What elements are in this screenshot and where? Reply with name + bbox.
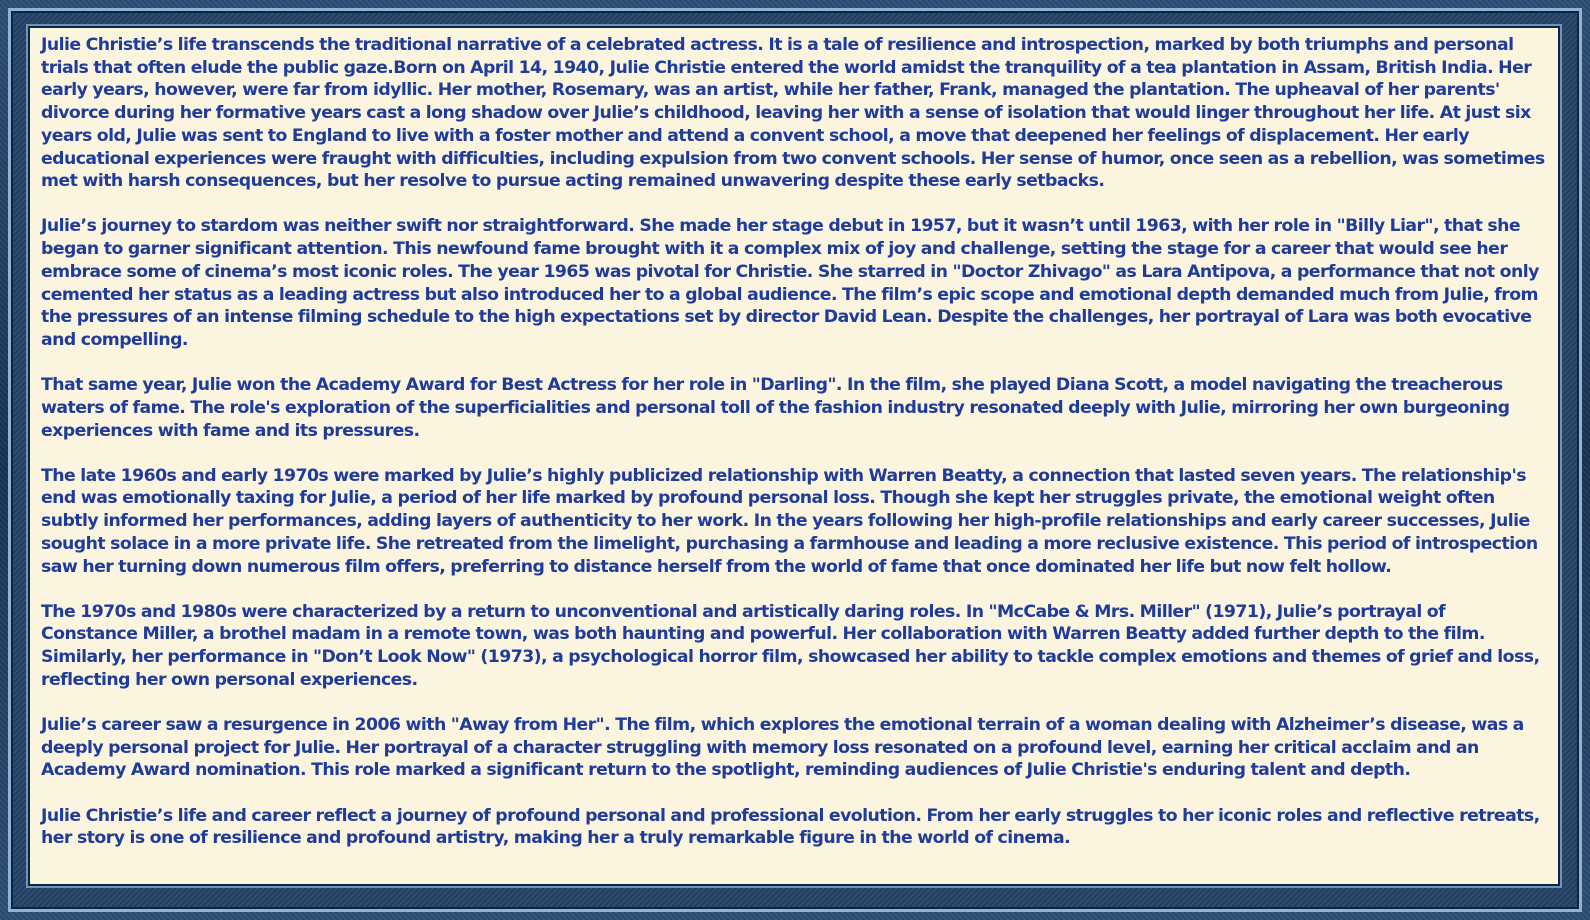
paragraph-rise-to-stardom: Julie’s journey to stardom was neither swift nor straightforward. She made her stage debut in 1957, but it wasn’t until 1963, with her role in "Billy Liar", that she began to garner significant attention. This newfound fame brought with it a complex mix of joy and challenge, setting the stage for a career that would see her embrace some of cinema’s most iconic roles. The year 1965 was pivotal for Christie. She starred in "Doctor Zhivago" as Lara Antipova, a performance that not only cemented her status as a leading actress but also introduced her to a global audience. The film’s epic scope and emotional depth demanded much from Julie, from the pressures of an intense filming schedule to the high expectations set by director David Lean. Despite the challenges, her portrayal of Lara was both evocative and compelling. [41,216,1539,350]
paragraph-academy-award: That same year, Julie won the Academy Award for Best Actress for her role in "Darling". In the film, she played Diana Scott, a model navigating the treacherous waters of fame. The role's exploration of the superficialities and personal toll of the fashion industry resonated deeply with Julie, mirroring her own burgeoning experiences with fame and its pressures. [41,375,1510,441]
paragraph-early-life: Julie Christie’s life transcends the traditional narrative of a celebrated actress. It is a tale of resilience and introspection, marked by both triumphs and personal trials that often elude the public gaze.Born on April 14, 1940, Julie Christie entered the world amidst the tranquility of a tea plantation in Assam, British India. Her early years, however, were far from idyllic. Her mother, Rosemary, was an artist, while her father, Frank, managed the plantation. The upheaval of her parents' divorce during her formative years cast a long shadow over Julie’s childhood, leaving her with a sense of isolation that would linger throughout her life. At just six years old, Julie was sent to England to live with a foster mother and attend a convent school, a move that deepened her feelings of displacement. Her early educational experiences were fraught with difficulties, including expulsion from two convent schools. Her sense of humor, once seen as a rebellion, was sometimes met with harsh consequences, but her resolve to pursue acting remained unwavering despite these early setbacks. [41,35,1545,192]
paragraph-career-resurgence: Julie’s career saw a resurgence in 2006 with "Away from Her". The film, which explores the emotional terrain of a woman dealing with Alzheimer’s disease, was a deeply personal project for Julie. Her portrayal of a character struggling with memory loss resonated on a profound level, earning her critical acclaim and an Academy Award nomination. This role marked a significant return to the spotlight, reminding audiences of Julie Christie's enduring talent and depth. [41,715,1524,781]
paragraph-conclusion: Julie Christie’s life and career reflect a journey of profound personal and professional evolution. From her early struggles to her iconic roles and reflective retreats, her story is one of resilience and profound artistry, making her a truly remarkable figure in the world of cinema. [41,805,1540,849]
paragraph-1970s-1980s-roles: The 1970s and 1980s were characterized by a return to unconventional and artistically daring roles. In "McCabe & Mrs. Miller" (1971), Julie’s portrayal of Constance Miller, a brothel madam in a remote town, was both haunting and powerful. Her collaboration with Warren Beatty added further depth to the film. Similarly, her performance in "Don’t Look Now" (1973), a psychological horror film, showcased her ability to tackle complex emotions and themes of grief and loss, reflecting her own personal experiences. [41,601,1540,690]
paragraph-relationship-and-retreat: The late 1960s and early 1970s were marked by Julie’s highly publicized relationship with Warren Beatty, a connection that lasted seven years. The relationship's end was emotionally taxing for Julie, a period of her life marked by profound personal loss. Though she kept her struggles private, the emotional weight often subtly informed her performances, adding layers of authenticity to her work. In the years following her high-profile relationships and early career successes, Julie sought solace in a more private life. She retreated from the limelight, purchasing a farmhouse and leading a more reclusive existence. This period of introspection saw her turning down numerous film offers, preferring to distance herself from the world of fame that once dominated her life but now felt hollow. [41,465,1538,577]
document-page [28,26,1560,886]
